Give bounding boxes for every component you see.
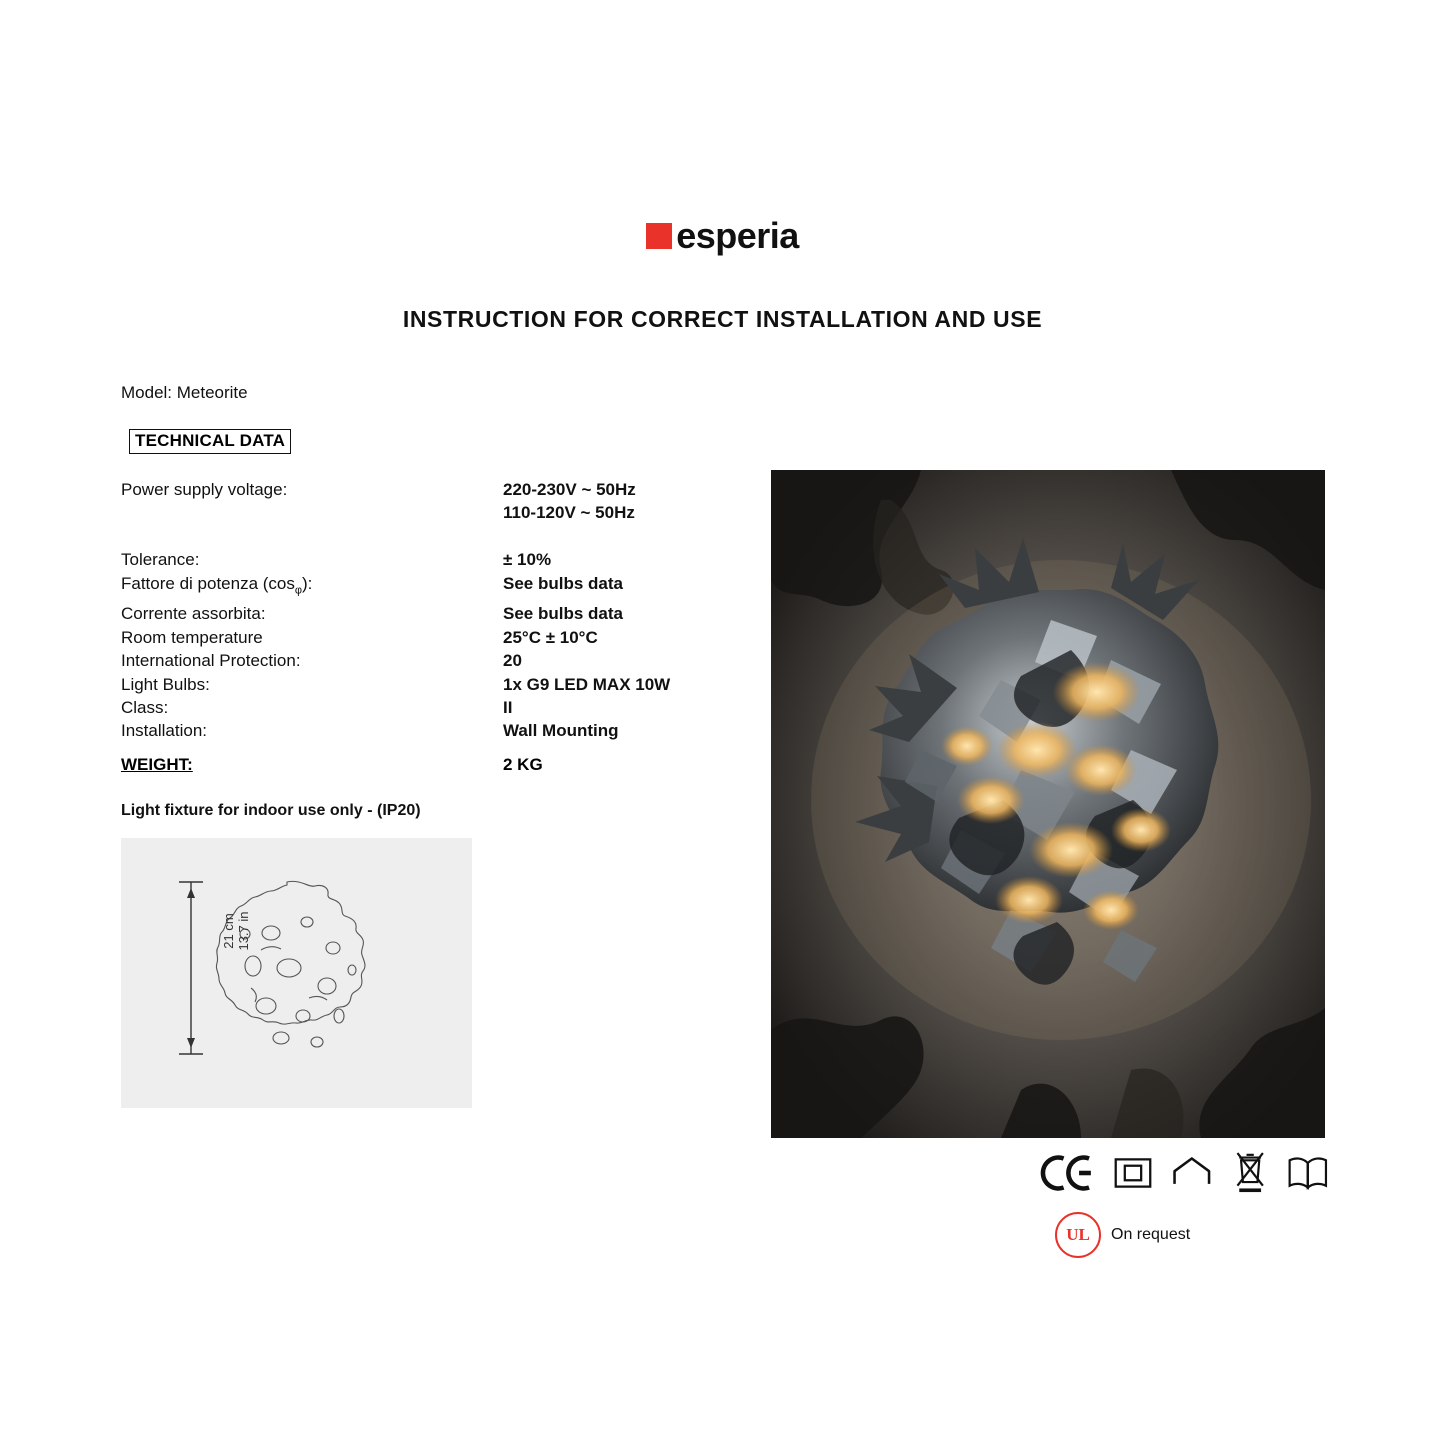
spec-label: Room temperature	[121, 627, 263, 647]
spec-value: 25°C ± 10°C	[503, 627, 598, 647]
ul-mark-icon: UL	[1055, 1212, 1101, 1258]
spec-label: Power supply voltage:	[121, 480, 288, 499]
table-row	[121, 501, 741, 524]
page-title: INSTRUCTION FOR CORRECT INSTALLATION AND USE	[402, 306, 1043, 332]
table-row	[121, 626, 741, 649]
indoor-use-note: Light fixture for indoor use only - (IP20)	[121, 802, 421, 819]
table-row	[121, 478, 741, 501]
ce-mark-icon	[1040, 1151, 1095, 1195]
spec-label: Light Bulbs:	[121, 674, 210, 694]
indoor-house-icon	[1170, 1151, 1214, 1195]
ul-request-label: On request	[1111, 1226, 1191, 1243]
ul-certification	[1055, 1212, 1190, 1258]
read-manual-book-icon	[1286, 1151, 1330, 1195]
model-line: Model: Meteorite	[121, 383, 248, 402]
spec-label: Installation:	[121, 721, 207, 741]
spec-value: Wall Mounting	[503, 721, 619, 741]
table-row	[121, 696, 741, 719]
spec-value: See bulbs data	[503, 573, 623, 593]
product-photo	[771, 470, 1325, 1138]
table-row	[121, 673, 741, 696]
table-row	[121, 548, 741, 571]
weight-row	[121, 755, 741, 775]
brand-name: esperia	[676, 215, 799, 256]
spec-value: II	[503, 698, 513, 718]
table-row	[121, 602, 741, 625]
spec-value: 20	[503, 651, 522, 671]
drawing-dimension-label: 21 cm 13.7 in	[221, 911, 251, 951]
certification-icons	[1040, 1143, 1330, 1203]
spec-label: Fattore di potenza $(\cos_\varphi)$:	[121, 573, 313, 597]
technical-drawing-panel	[121, 838, 472, 1108]
product-photo-svg	[771, 470, 1325, 1138]
phi-symbol: φ	[294, 584, 303, 597]
brand-mark-icon	[646, 223, 672, 249]
spec-label: Tolerance:	[121, 550, 200, 570]
spec-value: 1x G9 LED MAX 10W	[503, 674, 671, 694]
table-row	[121, 572, 741, 603]
spec-label: International Protection:	[121, 651, 301, 671]
drawing-svg	[121, 838, 472, 1108]
spec-value: See bulbs data	[503, 604, 623, 624]
spec-value: 220-230V ~ 50Hz	[503, 480, 636, 499]
spec-label: Class:	[121, 698, 169, 718]
spec-label: Corrente assorbita:	[121, 604, 266, 624]
specs-table	[121, 478, 741, 743]
technical-data-heading: TECHNICAL DATA	[129, 429, 291, 454]
spec-label	[121, 501, 503, 524]
spec-value: ± 10%	[503, 550, 552, 570]
brand-logo	[0, 215, 1445, 256]
table-row	[121, 719, 741, 742]
dimension-line-icon	[179, 882, 203, 1054]
weee-crossed-bin-icon	[1232, 1147, 1268, 1199]
table-row	[121, 649, 741, 672]
weight-label: WEIGHT:	[121, 755, 193, 774]
spec-value: 110-120V ~ 50Hz	[503, 503, 635, 523]
weight-value: 2 KG	[503, 755, 543, 774]
table-spacer-row	[121, 525, 741, 548]
class-two-square-icon	[1113, 1151, 1153, 1195]
